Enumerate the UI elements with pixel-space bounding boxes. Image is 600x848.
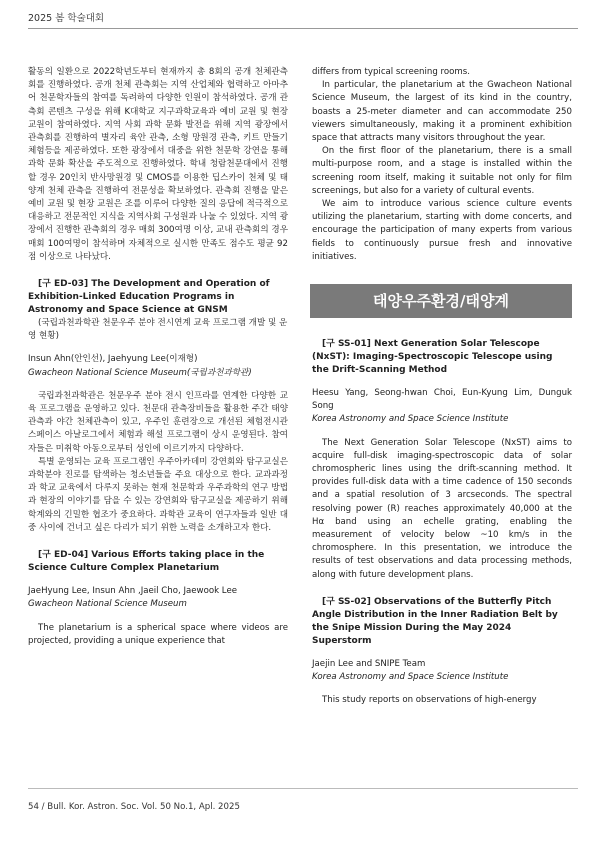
abstract-title-ss01: [구 SS-01] Next Generation Solar Telescope (NxST): Imaging-Spectroscopic Telescope using the Drift-Scanning Method bbox=[312, 339, 553, 376]
authors-ss02: Jaejin Lee and SNIPE Team bbox=[312, 658, 426, 669]
affiliation-ed03: Gwacheon National Science Museum(국립과천과학관) bbox=[28, 367, 252, 378]
footer-divider bbox=[28, 788, 578, 789]
abstract-subtitle-ed03: (국립과천과학관 천문우주 분야 전시연계 교육 프로그램 개발 및 운영 현황) bbox=[28, 318, 288, 342]
abstract-body-ss01-p1: The Next Generation Solar Telescope (NxST) aims to acquire full-disk imaging-spectroscopic data of solar chromospheric lines using the drift-scanning method. It provides full-disk data with a time cadence of 150 seconds and a spatial resolution of 3 arcseconds. The spectral resolving power (R) reaches approximately 40,000 at the Hα band using an echelle grating, enabling the measurement of velocity below ~10 km/s in the chromosphere. In this presentation, we introduce the results of test observations and data processing methods, along with future development plans. bbox=[312, 437, 572, 580]
affiliation-ss02: Korea Astronomy and Space Science Institute bbox=[312, 672, 509, 683]
continued-paragraph: 활동의 일환으로 2022학년도부터 현재까지 총 8회의 공개 천체관측회를 진행하였다. 공개 천체 관측회는 지역 산업체와 협력하고 아마추어 천문학자들의 참여를 독려하여 다양한 인원이 참석하였다. 공개 관측회 콘텐츠 구성을 위해 K대학교 지구과학교육과 예비 교원 및 현장 교원이 참여하였다. 지역 사회 과학 문화 발전을 위해 지역 광장에서 관측회를 진행하여 별자리 육안 관측, 소형 망원경 관측, 키트 만들기 체험등을 제공하였다. 또한 광장에서 대중을 위한 천문학 강연을 통해 과학 문화 확산을 주도적으로 진행하였다. 학내 청람천문대에서 진행할 경우 20인치 반사망원경 및 CMOS를 이용한 딥스카이 천체 및 태양계 천체 관측을 진행하여 전문성을 확보하였다. 관측회 진행을 맡은 예비 교원 및 현장 교원은 조를 이루어 다양한 질의 응답에 적극적으로 대응하고 전문적인 지식을 지역사회 구성원과 나눌 수 있었다. 지역 광장에서 진행한 관측회의 경우 매회 300여명 이상, 교내 관측회의 경우 매회 100여명이 참석하며 자체적으로 실시한 만족도 점수도 평균 92점 이상으로 나타났다. bbox=[28, 67, 288, 262]
right-column bbox=[312, 66, 572, 708]
header-divider bbox=[28, 28, 578, 29]
abstract-body-ed03-p1: 국립과천과학관은 천문우주 분야 전시 인프라를 연계한 다양한 교육 프로그램을 운영하고 있다. 천문대 관측장비들을 활용한 주간 태양관측과 야간 천체관측이 있고, 우주인 훈련장으로 개선된 체험전시관 스페이스 아날로그에서 체험과 해설 프로그램이 상시 운영된다. 참여자들은 미취학 아동으로부터 성인에 이르기까지 다양하다. bbox=[28, 390, 288, 454]
authors-ed03: Insun Ahn(안인선), Jaehyung Lee(이재형) bbox=[28, 354, 198, 365]
affiliation-ed04: Gwacheon National Science Museum bbox=[28, 599, 187, 610]
affiliation-ss01: Korea Astronomy and Space Science Institute bbox=[312, 414, 509, 425]
continued-paragraph-right: differs from typical screening rooms. bbox=[312, 67, 470, 77]
abstract-title-ed04: [구 ED-04] Various Efforts taking place in the Science Culture Complex Planetarium bbox=[28, 550, 265, 574]
abstract-title-ed03: [구 ED-03] The Development and Operation of Exhibition-Linked Education Programs in Astronomy and Space Science at GNSM bbox=[28, 279, 270, 316]
abstract-body-ed04-p1: The planetarium is a spherical space where videos are projected, providing a unique experience that bbox=[28, 622, 288, 646]
running-header: 2025 봄 학술대회 bbox=[28, 13, 105, 24]
abstract-title-ss02: [구 SS-02] Observations of the Butterfly Pitch Angle Distribution in the Inner Radiation Belt by the Snipe Mission During the May 2024 Superstorm bbox=[312, 596, 558, 646]
abstract-body-ed03-p2: 특별 운영되는 교육 프로그램인 우주아카데미 강연회와 탐구교실은 과학분야 진로를 탐색하는 청소년들을 주요 대상으로 한다. 교과과정과 학교 교육에서 다루지 못하는 현재 천문학과 우주과학의 연구 방법과 현장의 이야기를 담을 수 있는 강연회와 탐구교실을 제공하기 위해 학계와의 긴밀한 협조가 중요하다. 과학관 교육이 연구자들과 일반 대중 사이에 건너고 싶은 다리가 되기 위한 노력을 소개하고자 한다. bbox=[28, 456, 288, 533]
abstract-body-ss02-p1: This study reports on observations of high-energy bbox=[322, 695, 537, 706]
section-heading-banner: 태양우주환경/태양계 bbox=[310, 284, 572, 318]
page-footer: 54 / Bull. Kor. Astron. Soc. Vol. 50 No.1, Apl. 2025 bbox=[28, 802, 240, 812]
abstract-body-ed04-p2: In particular, the planetarium at the Gwacheon National Science Museum, the largest of its kind in the country, boasts a 25-meter diameter and can accommodate 250 viewers simultaneously, making it a prominent exhibition space that attracts many visitors throughout the year. bbox=[312, 80, 572, 144]
left-column bbox=[28, 66, 288, 648]
abstract-body-ed04-p4: We aim to introduce various science culture events utilizing the planetarium, starting with dome concerts, and encourage the participation of many experts from various fields to continuously pursue fresh and innovative initiatives. bbox=[312, 199, 572, 262]
authors-ed04: JaeHyung Lee, Insun Ahn ,Jaeil Cho, Jaewook Lee bbox=[28, 586, 238, 597]
authors-ss01: Heesu Yang, Seong-hwan Choi, Eun-Kyung Lim, Dunguk Song bbox=[312, 388, 572, 412]
abstract-body-ed04-p3: On the first floor of the planetarium, there is a small multi-purpose room, and a stage is installed within the screening room itself, making it suitable not only for film screenings, but also for a variety of cultural events. bbox=[312, 146, 572, 196]
